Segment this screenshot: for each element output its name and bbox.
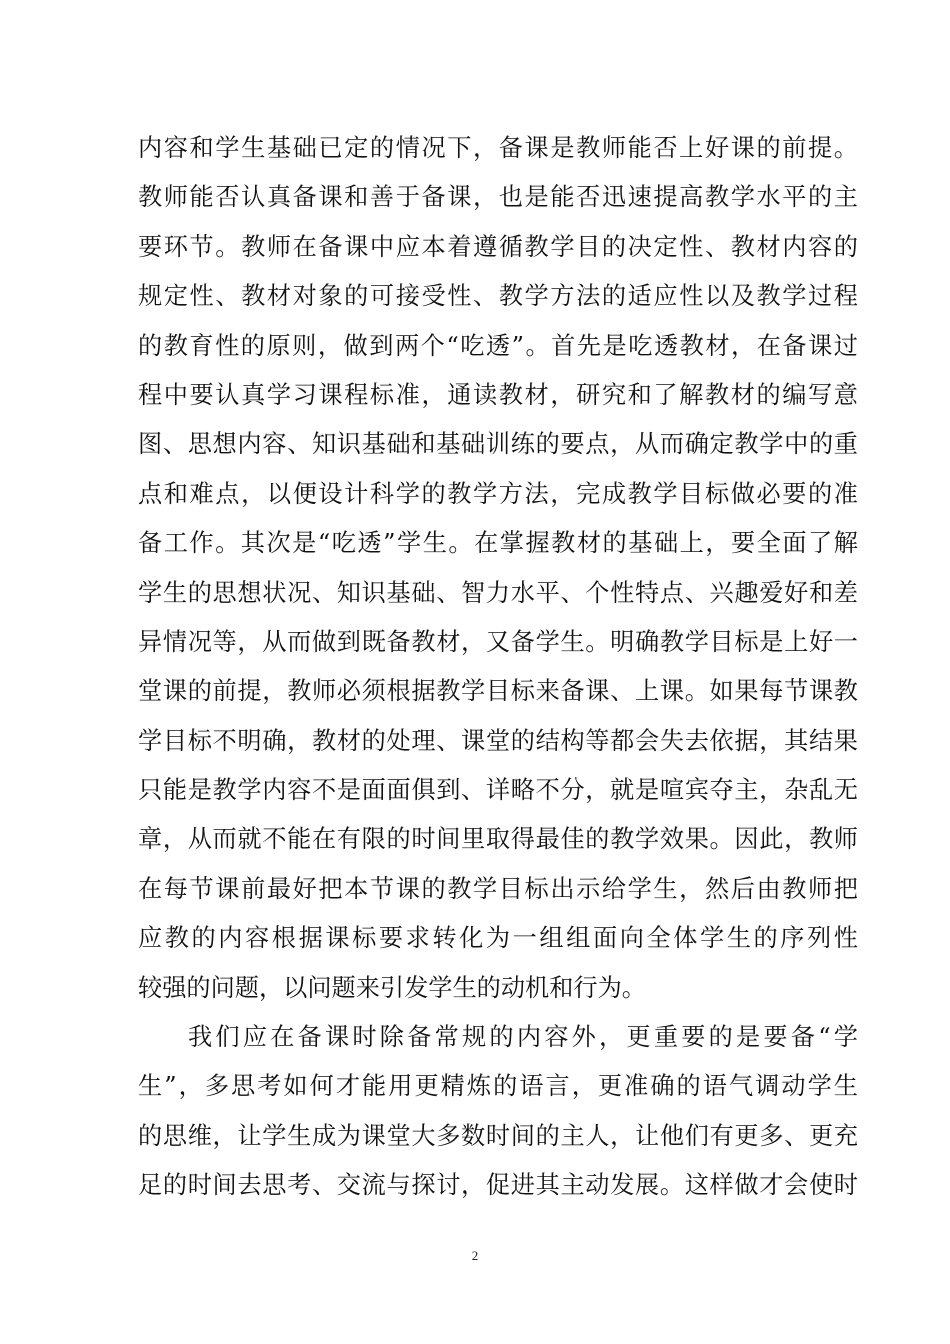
text-line: 在每节课前最好把本节课的教学目标出示给学生，然后由教师把 — [138, 874, 858, 903]
text-line: 点和难点，以便设计科学的教学方法，完成教学目标做必要的准 — [138, 479, 858, 508]
text-line: 学目标不明确，教材的处理、课堂的结构等都会失去依据，其结果 — [138, 726, 858, 755]
body-text — [138, 124, 858, 1211]
paragraph-1 — [138, 124, 858, 1013]
text-line: 学生的思想状况、知识基础、智力水平、个性特点、兴趣爱好和差 — [138, 578, 858, 607]
text-line: 生”，多思考如何才能用更精炼的语言，更准确的语气调动学生 — [138, 1072, 858, 1101]
paragraph-2 — [138, 1013, 858, 1211]
text-line: 我们应在备课时除备常规的内容外，更重要的是要备“学 — [188, 1023, 858, 1052]
text-line: 内容和学生基础已定的情况下，备课是教师能否上好课的前提。 — [138, 134, 858, 162]
text-line: 只能是教学内容不是面面俱到、详略不分，就是喧宾夺主，杂乱无 — [138, 776, 858, 805]
text-line: 程中要认真学习课程标准，通读教材，研究和了解教材的编写意 — [138, 380, 858, 409]
text-line: 备工作。其次是“吃透”学生。在掌握教材的基础上，要全面了解 — [138, 529, 858, 558]
text-line: 教师能否认真备课和善于备课，也是能否迅速提高教学水平的主 — [138, 183, 858, 212]
text-line: 较强的问题，以问题来引发学生的动机和行为。 — [138, 973, 646, 1002]
text-line: 堂课的前提，教师必须根据教学目标来备课、上课。如果每节课教 — [138, 677, 858, 706]
text-line: 异情况等，从而做到既备教材，又备学生。明确教学目标是上好一 — [138, 627, 858, 656]
text-line: 规定性、教材对象的可接受性、教学方法的适应性以及教学过程 — [138, 282, 858, 311]
text-line: 应教的内容根据课标要求转化为一组组面向全体学生的序列性 — [138, 924, 858, 953]
text-line: 要环节。教师在备课中应本着遵循教学目的决定性、教材内容的 — [138, 232, 858, 261]
text-line: 图、思想内容、知识基础和基础训练的要点，从而确定教学中的重 — [138, 430, 858, 459]
text-line: 的思维，让学生成为课堂大多数时间的主人，让他们有更多、更充 — [138, 1121, 858, 1150]
text-line: 的教育性的原则，做到两个“吃透”。首先是吃透教材，在备课过 — [138, 331, 858, 360]
text-line: 足的时间去思考、交流与探讨，促进其主动发展。这样做才会使时 — [138, 1171, 858, 1200]
text-line: 章，从而就不能在有限的时间里取得最佳的教学效果。因此，教师 — [138, 825, 858, 854]
page-number: 2 — [471, 1248, 479, 1263]
